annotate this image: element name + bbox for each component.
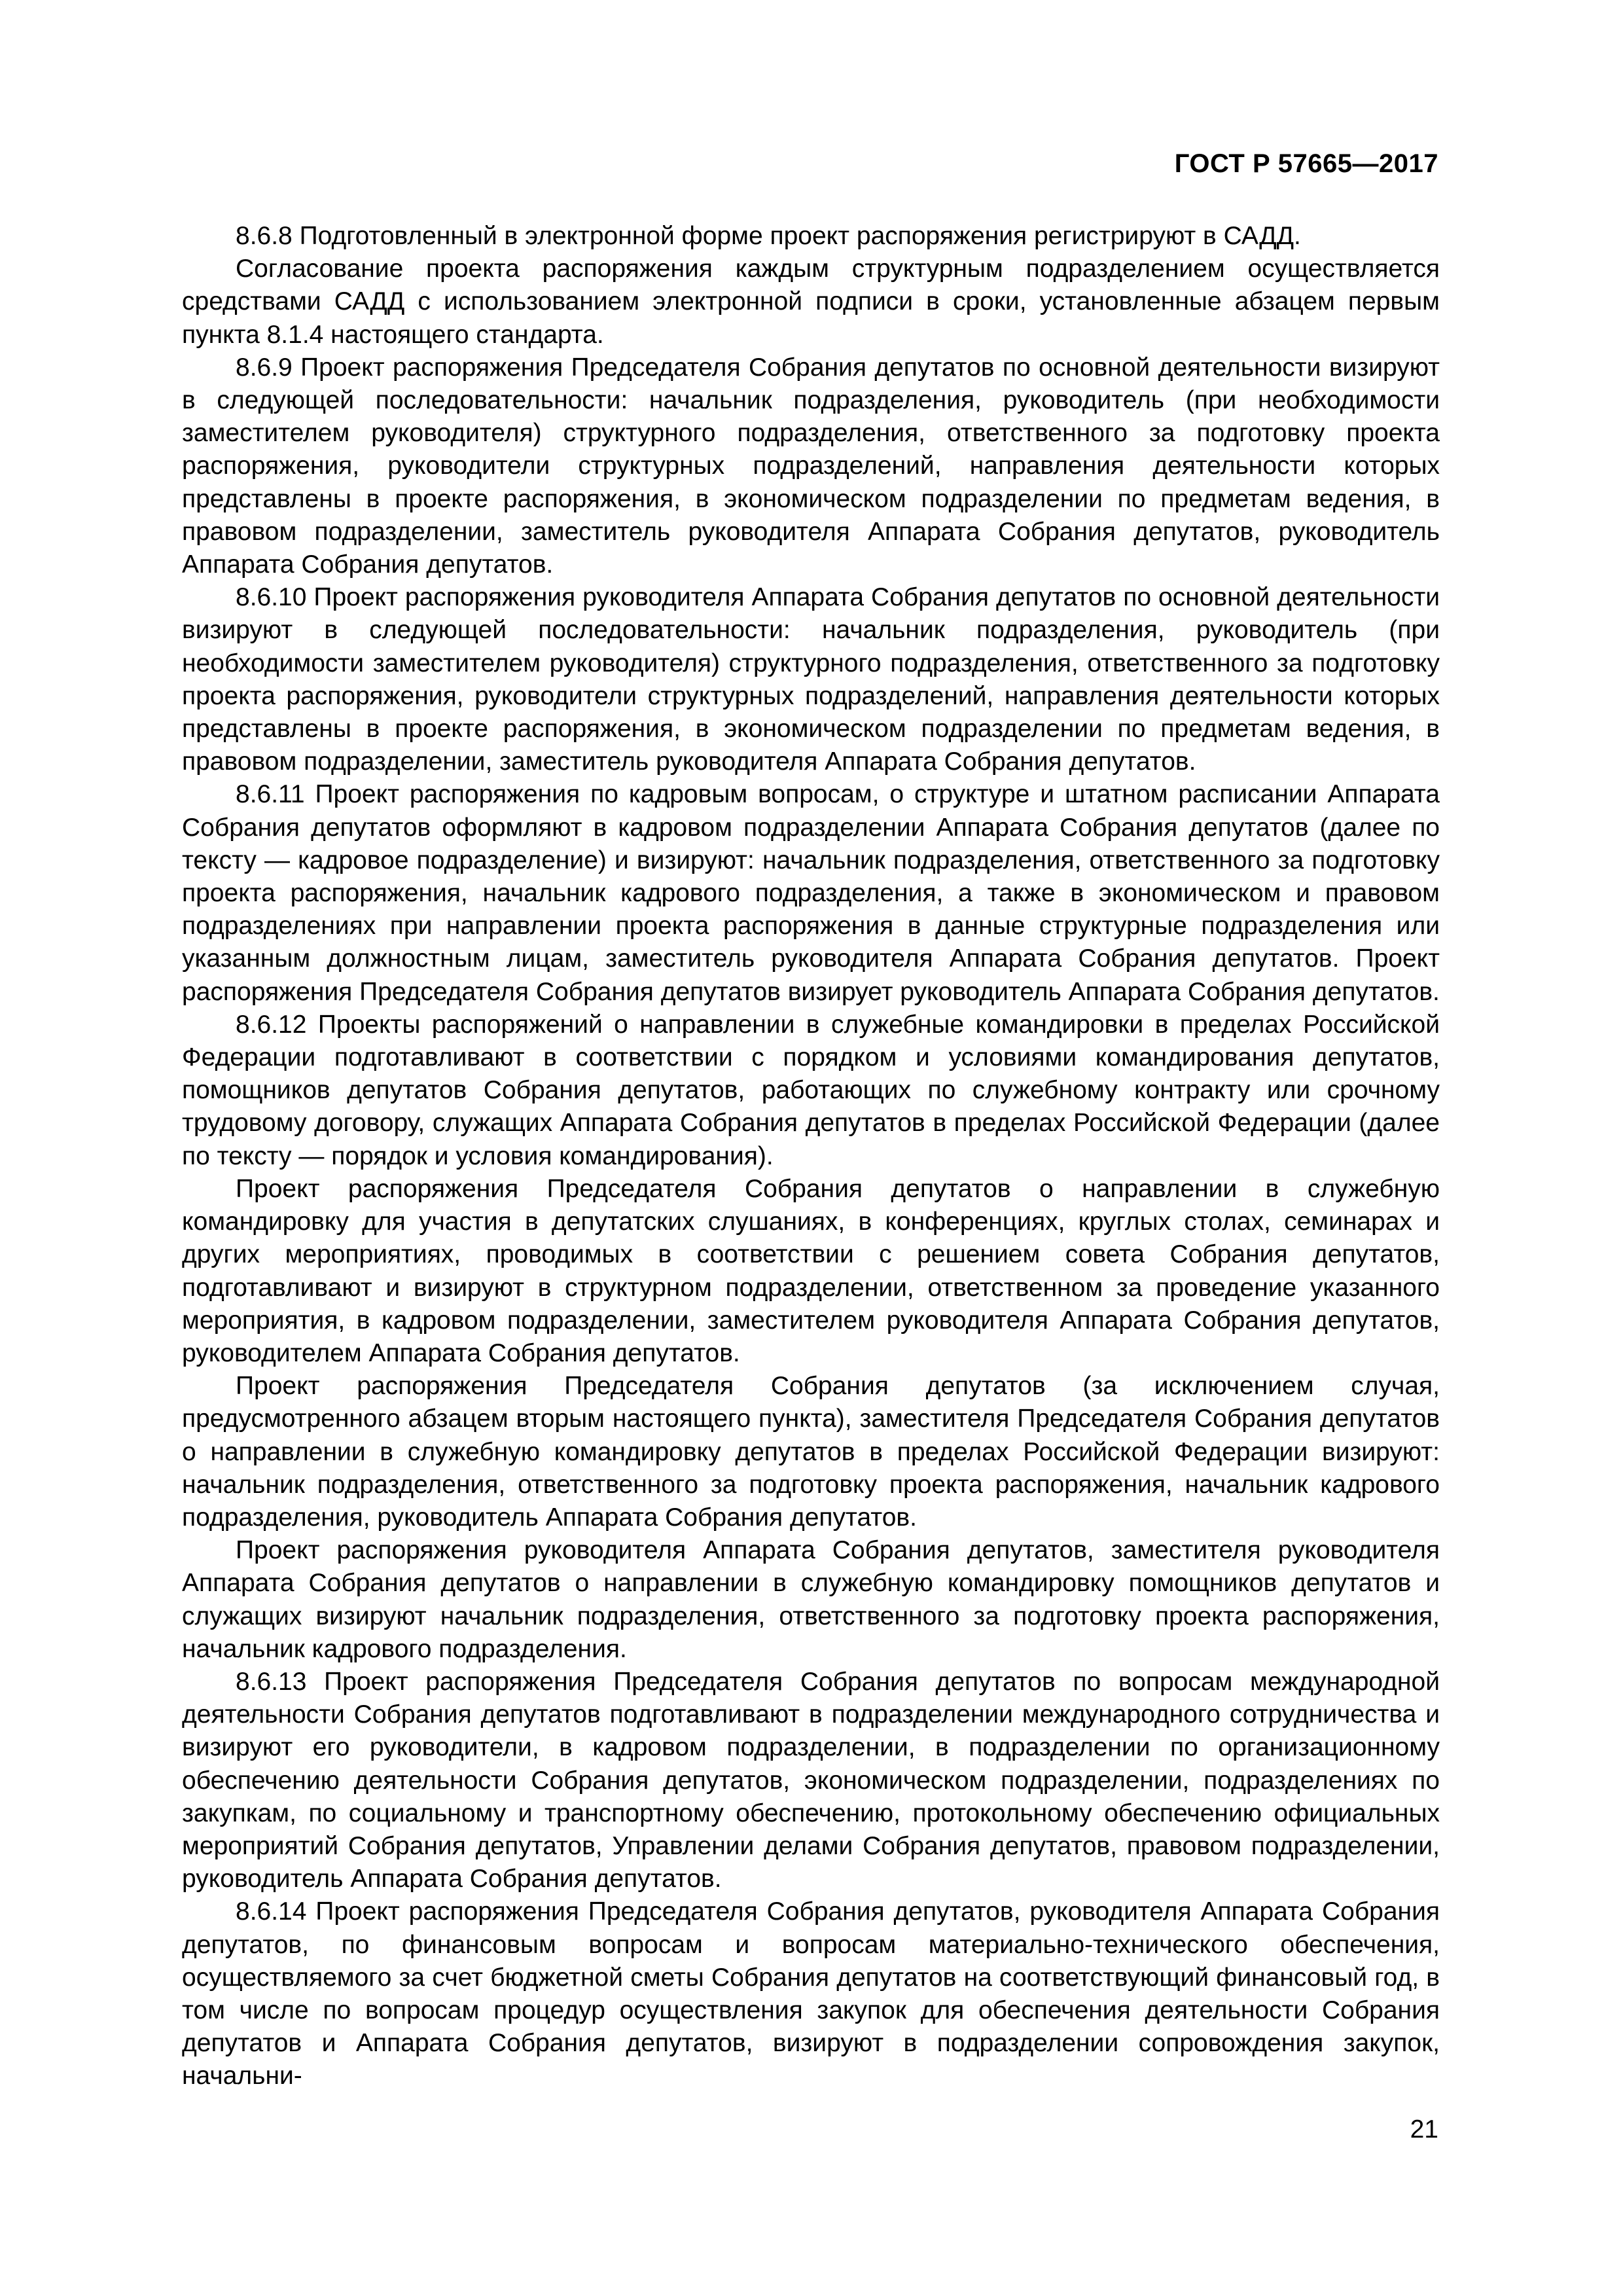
paragraph-chairman-trip: Проект распоряжения Председателя Собрания депутатов о направлении в служебную командировку для участия в депутатских слушаниях, в конференциях, круглых столах, семинарах и других мероприятиях, проводимых в соответствии с решением совета Собрания депутатов, подготавливают и визируют в структурном подразделении, ответственном за проведение указанного мероприятия, в кадровом подразделении, заместителем руководителя Аппарата Собрания депутатов, руководителем Аппарата Собрания депутатов. <box>182 1174 1440 1367</box>
paragraph-8-6-11: 8.6.11 Проект распоряжения по кадровым вопросам, о структуре и штатном расписании Аппарата Собрания депутатов оформляют в кадровом подразделении Аппарата Собрания депутатов (далее по тексту — кадровое подразделение) и визируют: начальник подразделения, ответственного за подготовку проекта распоряжения, начальник кадрового подразделения, а также в экономическом и правовом подразделениях при направлении проекта распоряжения в данные структурные подразделения или указанным должностным лицам, заместитель руководителя Аппарата Собрания депутатов. Проект распоряжения Председателя Собрания депутатов визирует руководитель Аппарата Собрания депутатов. <box>182 780 1440 1006</box>
paragraph-8-6-12: 8.6.12 Проекты распоряжений о направлении в служебные командировки в пределах Российской Федерации подготавливают в соответствии с порядком и условиями командирования депутатов, помощников депутатов Собрания депутатов, работающих по служебному контракту или срочному трудовому договору, служащих Аппарата Собрания депутатов в пределах Российской Федерации (далее по тексту — порядок и условия командирования). <box>182 1010 1440 1170</box>
paragraph-8-6-9: 8.6.9 Проект распоряжения Председателя Собрания депутатов по основной деятельности визируют в следующей последовательности: начальник подразделения, руководитель (при необходимости заместителем руководителя) структурного подразделения, ответственного за подготовку проекта распоряжения, руководители структурных подразделений, направления деятельности которых представлены в проекте распоряжения, в экономическом подразделении по предметам ведения, в правовом подразделении, заместитель руководителя Аппарата Собрания депутатов, руководитель Аппарата Собрания депутатов. <box>182 353 1440 579</box>
paragraph-assistants-trip: Проект распоряжения руководителя Аппарата Собрания депутатов, заместителя руководителя Аппарата Собрания депутатов о направлении в служебную командировку помощников депутатов и служащих визируют начальник подразделения, ответственного за подготовку проекта распоряжения, начальник кадрового подразделения. <box>182 1536 1440 1663</box>
document-body <box>182 220 1440 2093</box>
paragraph-approval: Согласование проекта распоряжения каждым структурным подразделением осуществляется средствами САДД с использованием электронной подписи в сроки, установленные абзацем первым пункта 8.1.4 настоящего стандарта. <box>182 255 1440 349</box>
paragraph-8-6-13: 8.6.13 Проект распоряжения Председателя Собрания депутатов по вопросам международной деятельности Собрания депутатов подготавливают в подразделении международного сотрудничества и визируют его руководители, в кадровом подразделении, в подразделении по организационному обеспечению деятельности Собрания депутатов, экономическом подразделении, подразделениях по закупкам, по социальному и транспортному обеспечению, протокольному обеспечению официальных мероприятий Собрания депутатов, Управлении делами Собрания депутатов, правовом подразделении, руководитель Аппарата Собрания депутатов. <box>182 1667 1440 1893</box>
paragraph-8-6-8: 8.6.8 Подготовленный в электронной форме проект распоряжения регистрируют в САДД. <box>236 222 1301 250</box>
document-header: ГОСТ Р 57665—2017 <box>1174 149 1438 178</box>
page-number: 21 <box>1410 2115 1438 2144</box>
paragraph-deputies-trip: Проект распоряжения Председателя Собрания депутатов (за исключением случая, предусмотренного абзацем вторым настоящего пункта), заместителя Председателя Собрания депутатов о направлении в служебную командировку депутатов в пределах Российской Федерации визируют: начальник подразделения, ответственного за подготовку проекта распоряжения, начальник кадрового подразделения, руководитель Аппарата Собрания депутатов. <box>182 1372 1440 1532</box>
paragraph-8-6-14: 8.6.14 Проект распоряжения Председателя Собрания депутатов, руководителя Аппарата Собрания депутатов, по финансовым вопросам и вопросам материально-технического обеспечения, осуществляемого за счет бюджетной сметы Собрания депутатов на соответствующий финансовый год, в том числе по вопросам процедур осуществления закупок для обеспечения деятельности Собрания депутатов и Аппарата Собрания депутатов, визируют в подразделении сопровождения закупок, начальни- <box>182 1897 1440 2090</box>
paragraph-8-6-10: 8.6.10 Проект распоряжения руководителя Аппарата Собрания депутатов по основной деятельности визируют в следующей последовательности: начальник подразделения, руководитель (при необходимости заместителем руководителя) структурного подразделения, ответственного за подготовку проекта распоряжения, руководители структурных подразделений, направления деятельности которых представлены в проекте распоряжения, в экономическом подразделении по предметам ведения, в правовом подразделении, заместитель руководителя Аппарата Собрания депутатов. <box>182 583 1440 776</box>
